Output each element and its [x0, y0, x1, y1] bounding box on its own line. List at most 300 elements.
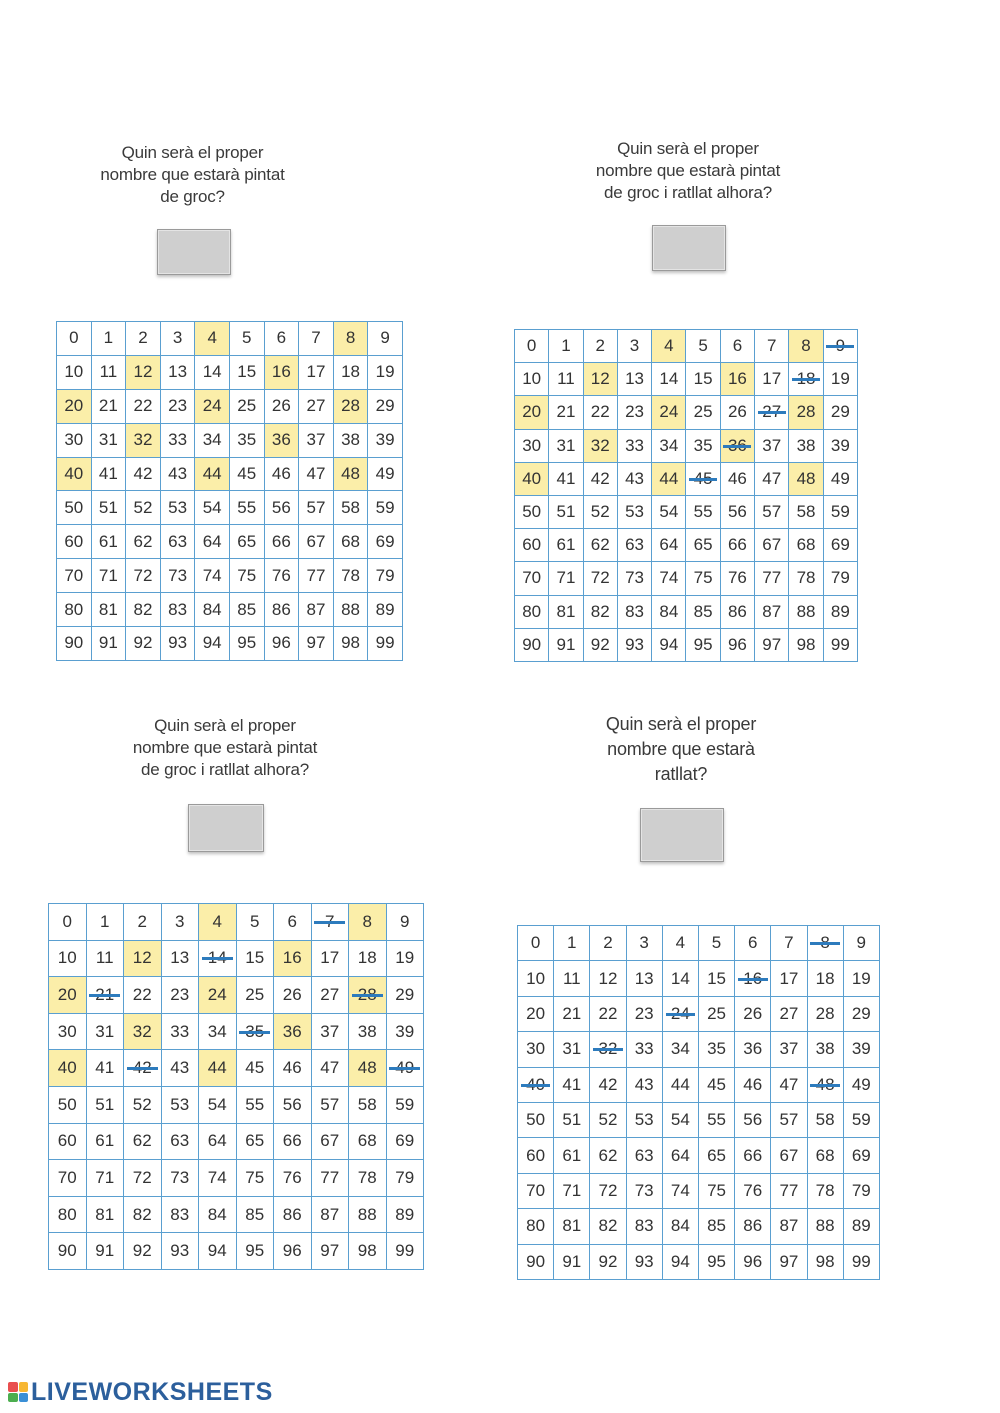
grid-cell — [92, 627, 127, 661]
grid-number: 70 — [522, 568, 542, 588]
grid-number: 78 — [815, 1180, 835, 1200]
grid-cell — [126, 390, 161, 424]
grid-number: 30 — [522, 435, 542, 455]
grid-cell — [126, 322, 161, 356]
grid-number: 89 — [851, 1216, 871, 1236]
grid-number: 37 — [779, 1039, 799, 1059]
grid-cell — [755, 562, 789, 595]
grid-cell — [124, 904, 162, 941]
grid-cell — [755, 363, 789, 396]
grid-cell — [515, 430, 549, 463]
grid-number: 74 — [659, 568, 679, 588]
liveworksheets-logo[interactable] — [8, 1379, 273, 1405]
grid-cell — [124, 1233, 162, 1270]
grid-cell — [844, 1032, 880, 1067]
grid-cell — [57, 627, 92, 661]
grid-number: 31 — [562, 1039, 582, 1059]
grid-number: 52 — [590, 502, 610, 522]
grid-cell — [312, 1087, 350, 1124]
grid-number: 56 — [282, 1094, 302, 1114]
grid-cell — [199, 1087, 237, 1124]
grid-number: 17 — [306, 362, 326, 382]
grid-cell — [312, 1197, 350, 1234]
grid-cell — [515, 562, 549, 595]
grid-cell — [299, 593, 334, 627]
grid-number: 53 — [170, 1094, 190, 1114]
grid-number: 8 — [362, 911, 372, 931]
grid-cell — [721, 363, 755, 396]
grid-cell — [652, 430, 686, 463]
grid-cell — [368, 627, 403, 661]
grid-number: 31 — [556, 435, 576, 455]
grid-number: 14 — [659, 369, 679, 389]
grid-cell — [686, 430, 720, 463]
grid-number: 69 — [375, 531, 395, 551]
grid-number: 1 — [103, 328, 114, 348]
grid-cell — [161, 356, 196, 390]
grid-number: 68 — [815, 1145, 835, 1165]
grid-number: 12 — [132, 948, 152, 968]
grid-number: 25 — [237, 396, 257, 416]
grid-number: 90 — [64, 633, 84, 653]
grid-number: 23 — [625, 402, 644, 422]
grid-cell — [663, 926, 699, 961]
grid-number: 97 — [306, 633, 326, 653]
grid-cell — [312, 941, 350, 978]
grid-number: 13 — [168, 362, 188, 382]
grid-cell — [230, 593, 265, 627]
grid-cell — [584, 396, 618, 429]
grid-number: 98 — [341, 633, 360, 653]
grid-cell — [627, 961, 663, 996]
grid-number: 83 — [170, 1204, 190, 1224]
grid-number: 63 — [634, 1145, 654, 1165]
grid-cell — [265, 458, 300, 492]
grid-number: 76 — [271, 565, 291, 585]
grid-number: 85 — [245, 1204, 265, 1224]
grid-cell — [699, 1245, 735, 1280]
grid-number: 17 — [779, 968, 799, 988]
grid-cell — [721, 596, 755, 629]
grid-cell — [237, 1087, 275, 1124]
grid-cell — [299, 525, 334, 559]
grid-cell — [265, 627, 300, 661]
grid-number: 84 — [670, 1216, 690, 1236]
grid-number: 62 — [598, 1145, 618, 1165]
strike-line — [127, 1067, 158, 1070]
grid-cell — [274, 1197, 312, 1234]
grid-number: 0 — [526, 336, 537, 356]
grid-number: 9 — [380, 328, 390, 348]
grid-number: 34 — [670, 1039, 690, 1059]
grid-number: 40 — [57, 1058, 77, 1078]
grid-cell — [549, 463, 583, 496]
grid-cell — [87, 1197, 125, 1234]
grid-number: 61 — [98, 531, 118, 551]
grid-number: 6 — [747, 933, 758, 953]
grid-number: 28 — [341, 396, 360, 416]
grid-number: 5 — [698, 336, 708, 356]
grid-cell — [663, 961, 699, 996]
grid-number: 55 — [707, 1110, 726, 1130]
grid-number: 94 — [659, 634, 679, 654]
grid-cell — [824, 363, 858, 396]
grid-number: 20 — [522, 402, 542, 422]
grid-cell — [518, 997, 554, 1032]
grid-number: 53 — [625, 502, 644, 522]
grid-cell — [162, 1087, 200, 1124]
grid-number: 6 — [276, 328, 287, 348]
grid-cell — [87, 1160, 125, 1197]
grid-cell — [771, 1209, 807, 1244]
grid-number: 95 — [707, 1251, 726, 1271]
question-line: Quin serà el proper — [605, 714, 757, 734]
grid-number: 80 — [526, 1216, 546, 1236]
grid-cell — [735, 1103, 771, 1138]
grid-cell — [627, 926, 663, 961]
grid-number: 50 — [522, 502, 542, 522]
grid-cell — [824, 463, 858, 496]
grid-cell — [49, 1233, 87, 1270]
grid-cell — [515, 596, 549, 629]
grid-cell — [518, 1174, 554, 1209]
grid-cell — [735, 997, 771, 1032]
grid-number: 43 — [170, 1058, 190, 1078]
grid-cell — [584, 430, 618, 463]
grid-cell — [554, 1103, 590, 1138]
grid-number: 13 — [634, 968, 654, 988]
grid-number: 68 — [341, 531, 360, 551]
grid-cell — [627, 1103, 663, 1138]
grid-cell — [387, 1014, 425, 1051]
grid-number: 53 — [168, 497, 188, 517]
grid-number: 71 — [95, 1167, 115, 1187]
grid-number: 64 — [207, 1131, 227, 1151]
grid-cell — [618, 529, 652, 562]
grid-cell — [126, 559, 161, 593]
grid-cell — [195, 491, 230, 525]
grid-cell — [334, 627, 369, 661]
grid-cell — [387, 941, 425, 978]
strike-line — [521, 1084, 551, 1087]
grid-cell — [808, 1174, 844, 1209]
grid-cell — [368, 424, 403, 458]
grid-cell — [618, 363, 652, 396]
grid-cell — [663, 1245, 699, 1280]
grid-cell — [92, 356, 127, 390]
grid-number: 38 — [341, 430, 360, 450]
grid-number: 92 — [598, 1251, 618, 1271]
grid-cell — [627, 997, 663, 1032]
grid-cell — [699, 1103, 735, 1138]
grid-cell — [265, 525, 300, 559]
grid-cell — [57, 390, 92, 424]
grid-cell — [57, 559, 92, 593]
grid-number: 98 — [815, 1251, 835, 1271]
grid-cell — [686, 629, 720, 662]
grid-number: 45 — [237, 464, 257, 483]
grid-number: 85 — [237, 599, 257, 619]
grid-number: 57 — [779, 1110, 799, 1130]
grid-cell — [126, 525, 161, 559]
grid-cell — [844, 1103, 880, 1138]
grid-number: 97 — [779, 1251, 799, 1271]
grid-number: 76 — [727, 568, 747, 588]
grid-cell — [49, 1014, 87, 1051]
grid-cell — [618, 596, 652, 629]
grid-cell — [49, 1160, 87, 1197]
answer-input[interactable] — [157, 229, 231, 275]
grid-cell — [686, 496, 720, 529]
grid-number: 2 — [595, 336, 605, 356]
grid-number: 89 — [830, 601, 850, 621]
grid-number: 26 — [743, 1003, 763, 1023]
grid-number: 86 — [271, 599, 291, 619]
strike-line — [723, 445, 751, 448]
grid-cell — [126, 627, 161, 661]
grid-number: 90 — [522, 634, 542, 654]
grid-number: 64 — [202, 531, 222, 551]
grid-number: 33 — [170, 1021, 190, 1041]
grid-number: 12 — [133, 362, 153, 382]
answer-input[interactable] — [188, 804, 264, 852]
grid-cell — [584, 529, 618, 562]
grid-number: 95 — [693, 634, 713, 654]
grid-number: 25 — [693, 402, 713, 422]
grid-number: 62 — [132, 1131, 152, 1151]
grid-number: 24 — [202, 396, 222, 416]
grid-number: 88 — [796, 601, 816, 621]
grid-number: 78 — [796, 568, 816, 588]
grid-cell — [735, 1209, 771, 1244]
grid-cell — [735, 1068, 771, 1103]
grid-cell — [49, 1197, 87, 1234]
grid-number: 67 — [762, 535, 782, 555]
grid-cell — [789, 430, 823, 463]
grid-number: 3 — [639, 933, 649, 953]
question-line: de groc i ratllat alhora? — [141, 760, 309, 779]
question-text — [100, 715, 350, 781]
grid-number: 65 — [693, 535, 713, 555]
grid-number: 18 — [815, 968, 835, 988]
grid-number: 42 — [598, 1074, 618, 1094]
grid-number: 4 — [207, 328, 217, 348]
grid-cell — [162, 904, 200, 941]
question-line: nombre que estarà pintat — [132, 738, 318, 757]
grid-cell — [349, 1160, 387, 1197]
hundred-grid — [48, 903, 424, 1270]
grid-number: 42 — [133, 464, 153, 483]
strike-line — [202, 957, 233, 960]
grid-number: 88 — [815, 1216, 835, 1236]
grid-number: 73 — [625, 568, 644, 588]
grid-cell — [518, 1245, 554, 1280]
grid-cell — [161, 491, 196, 525]
grid-cell — [584, 463, 618, 496]
grid-number: 68 — [357, 1131, 377, 1151]
grid-cell — [824, 396, 858, 429]
grid-cell — [195, 356, 230, 390]
grid-cell — [627, 1068, 663, 1103]
grid-number: 56 — [271, 497, 291, 517]
grid-number: 92 — [132, 1241, 152, 1261]
grid-cell — [590, 1209, 626, 1244]
grid-number: 15 — [245, 948, 265, 968]
grid-number: 43 — [625, 468, 644, 488]
grid-cell — [652, 496, 686, 529]
grid-number: 10 — [526, 968, 546, 988]
grid-cell — [824, 562, 858, 595]
grid-cell — [808, 1068, 844, 1103]
grid-number: 4 — [675, 933, 686, 953]
grid-number: 38 — [357, 1021, 377, 1041]
grid-number: 37 — [306, 430, 326, 450]
grid-number: 85 — [707, 1216, 726, 1236]
grid-number: 66 — [727, 535, 747, 555]
grid-cell — [808, 961, 844, 996]
grid-cell — [808, 1245, 844, 1280]
grid-cell — [161, 322, 196, 356]
grid-cell — [368, 491, 403, 525]
grid-cell — [789, 596, 823, 629]
grid-cell — [387, 977, 425, 1014]
grid-number: 58 — [341, 497, 360, 517]
grid-number: 16 — [282, 948, 302, 968]
grid-cell — [124, 977, 162, 1014]
grid-number: 40 — [522, 468, 542, 488]
grid-number: 15 — [237, 362, 257, 382]
grid-cell — [230, 458, 265, 492]
grid-cell — [515, 496, 549, 529]
grid-cell — [387, 1050, 425, 1087]
grid-number: 68 — [796, 535, 816, 555]
grid-number: 41 — [95, 1058, 115, 1078]
grid-cell — [312, 1014, 350, 1051]
grid-number: 52 — [598, 1110, 618, 1130]
grid-cell — [368, 559, 403, 593]
grid-number: 61 — [95, 1131, 115, 1151]
grid-number: 43 — [634, 1074, 654, 1094]
answer-input[interactable] — [640, 808, 724, 862]
grid-cell — [652, 629, 686, 662]
grid-number: 84 — [207, 1204, 227, 1224]
grid-number: 58 — [796, 502, 816, 522]
grid-cell — [735, 1138, 771, 1173]
grid-number: 9 — [856, 933, 867, 953]
grid-number: 57 — [762, 502, 782, 522]
grid-number: 44 — [670, 1074, 690, 1094]
grid-cell — [584, 596, 618, 629]
grid-number: 34 — [202, 430, 222, 450]
logo-mark-icon — [8, 1382, 28, 1402]
grid-number: 60 — [57, 1131, 77, 1151]
grid-number: 48 — [357, 1058, 377, 1078]
grid-cell — [554, 1032, 590, 1067]
grid-cell — [237, 1014, 275, 1051]
grid-number: 51 — [556, 502, 576, 522]
grid-number: 67 — [779, 1145, 799, 1165]
grid-number: 30 — [526, 1039, 546, 1059]
grid-cell — [824, 629, 858, 662]
grid-cell — [274, 1087, 312, 1124]
grid-cell — [49, 904, 87, 941]
question-line: Quin serà el proper — [154, 716, 296, 735]
grid-cell — [618, 430, 652, 463]
grid-cell — [686, 363, 720, 396]
grid-number: 33 — [625, 435, 644, 455]
grid-cell — [49, 1050, 87, 1087]
grid-cell — [92, 322, 127, 356]
grid-number: 32 — [132, 1021, 152, 1041]
grid-number: 45 — [245, 1058, 265, 1078]
grid-cell — [584, 629, 618, 662]
grid-cell — [735, 1032, 771, 1067]
grid-cell — [299, 356, 334, 390]
grid-number: 3 — [175, 911, 185, 931]
grid-number: 70 — [64, 565, 84, 585]
grid-cell — [554, 961, 590, 996]
grid-cell — [274, 1014, 312, 1051]
grid-number: 92 — [133, 633, 153, 653]
answer-input[interactable] — [652, 225, 726, 271]
grid-cell — [699, 1138, 735, 1173]
grid-number: 25 — [707, 1003, 726, 1023]
grid-number: 34 — [659, 435, 679, 455]
grid-cell — [230, 424, 265, 458]
hundred-grid — [517, 925, 880, 1280]
grid-number: 93 — [168, 633, 188, 653]
grid-cell — [349, 1087, 387, 1124]
grid-number: 6 — [732, 336, 743, 356]
grid-cell — [57, 424, 92, 458]
grid-cell — [627, 1245, 663, 1280]
grid-number: 26 — [727, 402, 747, 422]
strike-line — [738, 978, 768, 981]
grid-cell — [755, 496, 789, 529]
grid-number: 4 — [664, 336, 674, 356]
grid-cell — [808, 1032, 844, 1067]
grid-number: 85 — [693, 601, 713, 621]
grid-cell — [771, 1174, 807, 1209]
grid-number: 36 — [282, 1021, 302, 1041]
grid-cell — [518, 1103, 554, 1138]
grid-cell — [265, 559, 300, 593]
grid-cell — [663, 997, 699, 1032]
grid-cell — [87, 1014, 125, 1051]
grid-cell — [349, 1197, 387, 1234]
grid-number: 59 — [830, 502, 850, 522]
grid-number: 98 — [357, 1241, 377, 1261]
grid-number: 81 — [556, 601, 576, 621]
grid-cell — [368, 322, 403, 356]
grid-cell — [237, 1197, 275, 1234]
grid-cell — [199, 1197, 237, 1234]
grid-cell — [590, 961, 626, 996]
grid-cell — [230, 390, 265, 424]
grid-number: 66 — [282, 1131, 302, 1151]
grid-number: 84 — [659, 601, 679, 621]
grid-number: 87 — [779, 1216, 799, 1236]
grid-cell — [349, 977, 387, 1014]
grid-cell — [49, 977, 87, 1014]
grid-number: 96 — [271, 633, 291, 653]
grid-number: 27 — [779, 1003, 799, 1023]
grid-number: 77 — [762, 568, 782, 588]
grid-number: 72 — [133, 565, 153, 585]
grid-cell — [161, 390, 196, 424]
grid-cell — [124, 1124, 162, 1161]
grid-cell — [124, 941, 162, 978]
